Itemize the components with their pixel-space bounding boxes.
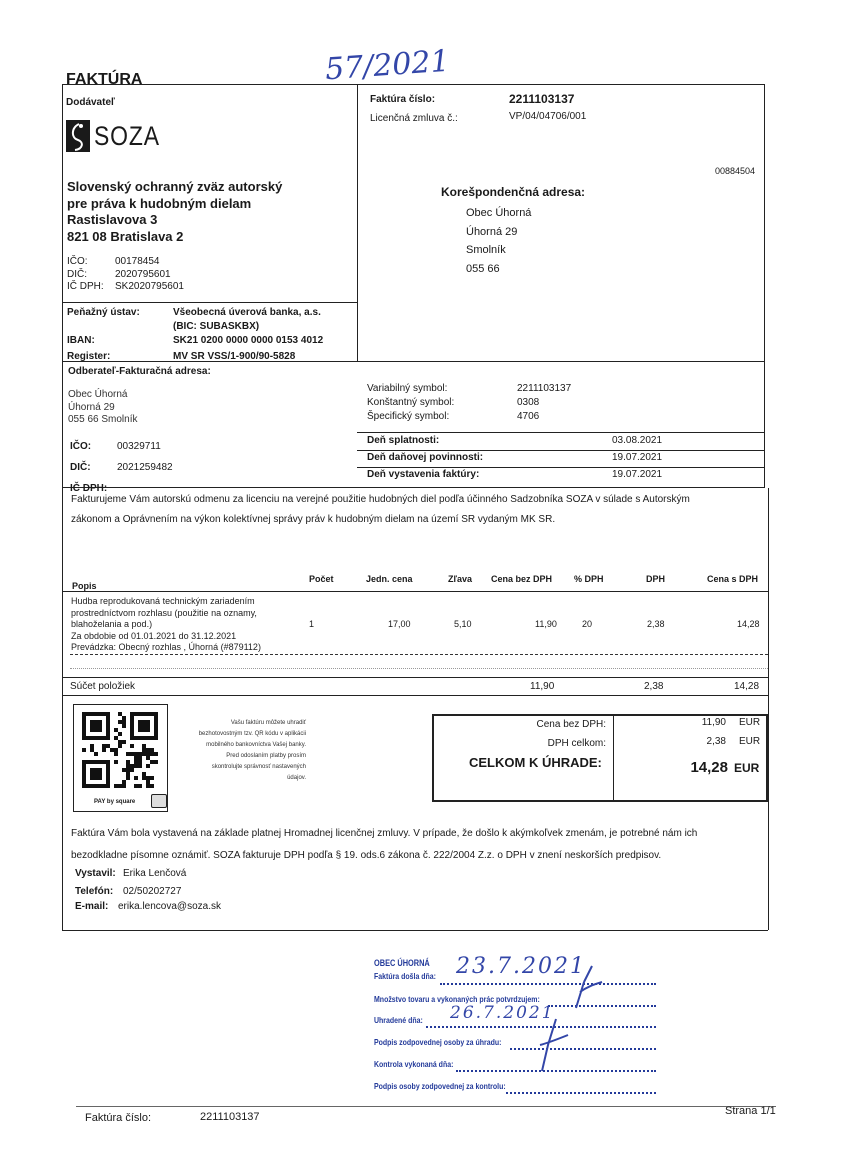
total-vat: 2,38	[706, 736, 726, 747]
supplier-ids: IČO: 00178454 DIČ: 2020795601 IČ DPH: SK2020795601	[67, 256, 184, 292]
contract-number: VP/04/04706/001	[509, 111, 587, 122]
soza-logo-text: SOZA	[94, 121, 160, 151]
handwritten-received-date: 23.7.2021	[456, 954, 586, 979]
client-code: 00884504	[715, 166, 756, 176]
grand-total: 14,28	[690, 759, 728, 776]
stamp-line-paid: Uhradené dňa:	[374, 1015, 423, 1025]
total-net-currency: EUR	[739, 717, 761, 728]
supplier-heading: Dodávateľ	[66, 97, 115, 108]
supplier-name: Slovenský ochranný zväz autorský pre práva k hudobným dielam Rastislavova 3 821 08 Bratislava 2	[67, 179, 283, 244]
document-title: FAKTÚRA	[66, 71, 143, 88]
stamp-line-confirmation: Množstvo tovaru a vykonaných prác potvrdzujem:	[374, 994, 540, 1004]
total-net-label: Cena bez DPH:	[536, 719, 606, 730]
grand-total-currency: EUR	[734, 761, 760, 775]
correspondence-heading: Korešpondenčná adresa:	[441, 185, 586, 199]
qr-code-image	[82, 712, 158, 793]
page-number: Strana 1/1	[725, 1105, 776, 1117]
customer-address: Obec Úhorná Úhorná 29 055 66 Smolník	[68, 389, 138, 425]
stamp-line-control-date: Kontrola vykonaná dňa:	[374, 1059, 454, 1069]
pay-by-square-icon	[151, 794, 167, 808]
stamp-title: OBEC ÚHORNÁ	[374, 958, 430, 968]
stamp-line-received: Faktúra došla dňa:	[374, 971, 436, 981]
legal-note: Faktúra Vám bola vystavená na základe platnej Hromadnej licenčnej zmluvy. V prípade, že došlo k akýmkoľvek zmenám, je potrebné nám ich bezodkladne písomne oznámiť. SOZA fakturuje DPH podľa § 19. ods.6 zákona č. 222/2004 Z.z. o DPH v znení neskorších predpisov.	[71, 828, 698, 861]
items-table-header: Popis Počet Jedn. cena Zľava Cena bez DPH % DPH DPH Cena s DPH	[72, 574, 759, 591]
customer-ids: IČO: 00329711 DIČ: 2021259482 IČ DPH:	[70, 441, 173, 494]
pay-by-square-caption: PAY by square	[94, 799, 136, 805]
footer-invoice-number: 2211103137	[200, 1111, 260, 1123]
invoice-number-label: Faktúra číslo:	[370, 94, 436, 105]
footer-invoice-label: Faktúra číslo:	[85, 1112, 152, 1124]
total-vat-label: DPH celkom:	[547, 738, 606, 749]
handwritten-signature-2	[528, 1015, 578, 1080]
correspondence-address: Obec Úhorná Úhorná 29 Smolník 055 66	[466, 207, 532, 275]
item-description: Hudba reprodukovaná technickým zariadením prostredníctvom rozhlasu (použitie na oznamy, blahoželania a pod.) Za obdobie od 01.01.2021 do 31.12.2021 Prevádzka: Obecný rozhlas , Úhorná (#879112)	[71, 596, 261, 652]
invoice-number: 2211103137	[509, 92, 575, 106]
invoice-dates: Deň splatnosti: 03.08.2021 Deň daňovej povinnosti: 19.07.2021 Deň vystavenia faktúry: 19.07.2021	[367, 435, 663, 480]
intro-text: Fakturujeme Vám autorskú odmenu za licenciu na verejné použitie hudobných diel podľa účinného Sadzobníka SOZA v súlade s Autorským zákonom a Oprávnením na výkon kolektívnej správy práv k hudobným dielam na území SR vydaným MK SR.	[71, 494, 690, 525]
handwritten-signature-1	[560, 962, 610, 1017]
stamp-line-control-signature: Podpis osoby zodpovednej za kontrolu:	[374, 1081, 506, 1091]
total-vat-currency: EUR	[739, 736, 761, 747]
contract-label: Licenčná zmluva č.:	[370, 113, 458, 124]
handwritten-paid-date: 26.7.2021	[450, 1003, 555, 1023]
customer-heading: Odberateľ-Fakturačná adresa:	[68, 366, 211, 377]
qr-instructions: Vašu faktúru môžete uhradiť bezhotovostným tzv. QR kódu v aplikácii mobilného bankovníctva Vašej banky. Pred odoslaním platby prosím skontrolujte správnosť nastavených údajov.	[198, 720, 306, 781]
contact-info: Vystavil: Erika Lenčová Telefón: 02/50202727 E-mail: erika.lencova@soza.sk	[75, 868, 221, 912]
grand-total-label: CELKOM K ÚHRADE:	[469, 755, 602, 770]
stamp-line-payment-signature: Podpis zodpovednej osoby za úhradu:	[374, 1037, 502, 1047]
bank-info: Peňažný ústav: Všeobecná úverová banka, a.s. (BIC: SUBASKBX) IBAN: SK21 0200 0000 0000 0153 4012 Register: MV SR VSS/1-900/90-5828	[67, 307, 324, 362]
handwritten-invoice-number: 57/2021	[323, 43, 451, 88]
payment-symbols: Variabilný symbol: 2211103137 Konštantný symbol: 0308 Špecifický symbol: 4706	[367, 383, 572, 422]
total-net: 11,90	[701, 717, 726, 728]
